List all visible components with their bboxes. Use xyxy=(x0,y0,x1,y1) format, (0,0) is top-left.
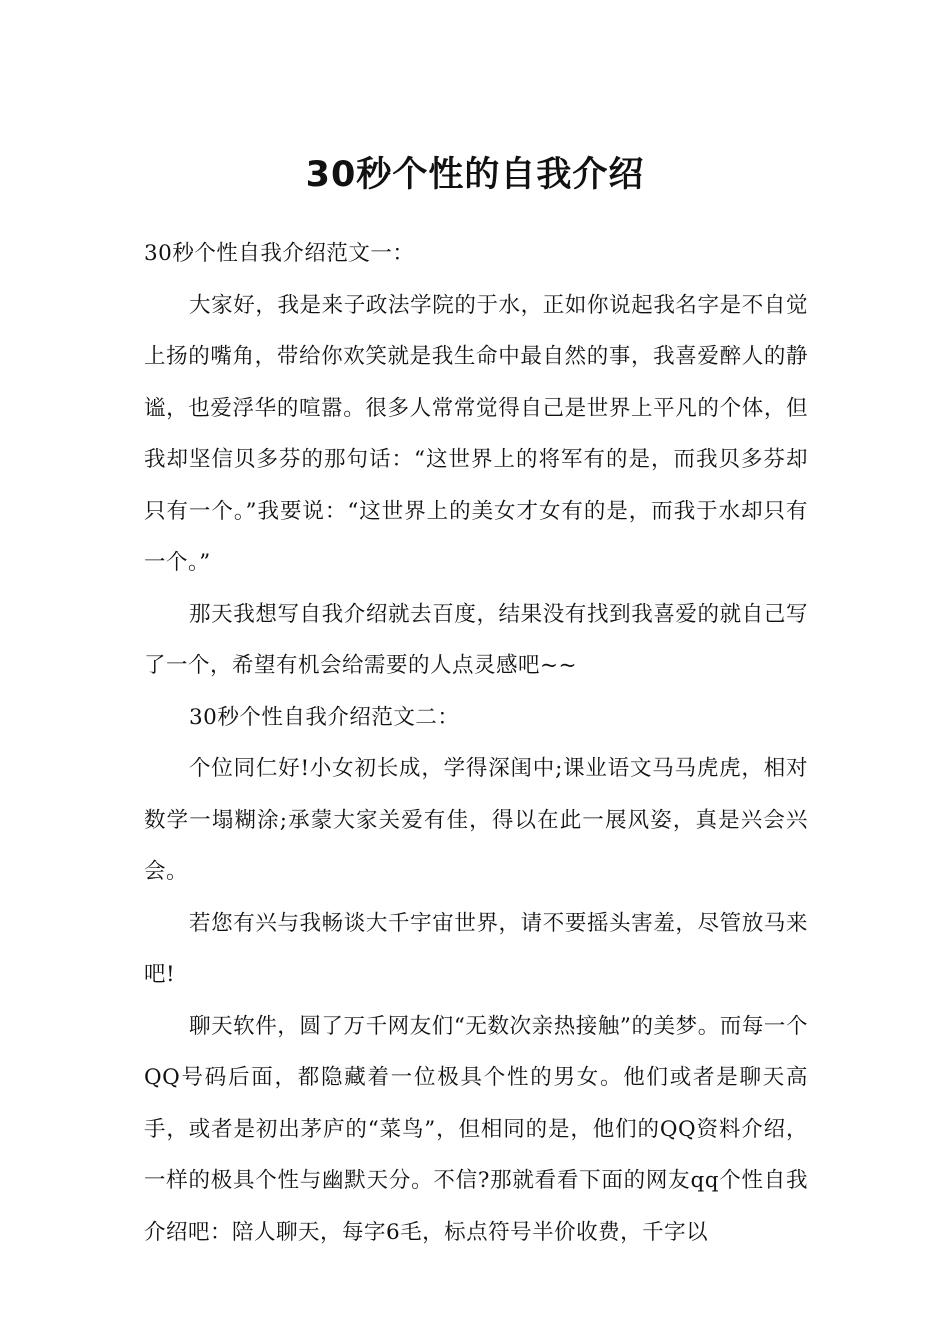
paragraph-5: 个位同仁好!小女初长成，学得深闺中;课业语文马马虎虎，相对数学一塌糊涂;承蒙大家关爱有佳，得以在此一展风姿，真是兴会兴会。 xyxy=(144,756,808,884)
paragraph-1: 30秒个性自我介绍范文一： xyxy=(144,241,415,266)
paragraph-2: 大家好，我是来子政法学院的于水，正如你说起我名字是不自觉上扬的嘴角，带给你欢笑就是我生命中最自然的事，我喜爱醉人的静谧，也爱浮华的喧嚣。很多人常常觉得自己是世界上平凡的个体，但我却坚信贝多芬的那句话：“这世界上的将军有的是，而我贝多芬却只有一个。”我要说：“这世界上的美女才女有的是，而我于水却只有一个。” xyxy=(144,292,808,575)
paragraph-4: 30秒个性自我介绍范文二： xyxy=(189,704,460,730)
page-title: 30秒个性的自我介绍 xyxy=(305,155,645,196)
paragraph-3: 那天我想写自我介绍就去百度，结果没有找到我喜爱的就自己写了一个，希望有机会给需要的人点灵感吧~~ xyxy=(144,601,808,678)
paragraph-6: 若您有兴与我畅谈大千宇宙世界，请不要摇头害羞，尽管放马来吧! xyxy=(144,910,808,987)
paragraph-7: 聊天软件，圆了万千网友们“无数次亲热接触”的美梦。而每一个QQ号码后面，都隐藏着一位极具个性的男女。他们或者是聊天高手，或者是初出茅庐的“菜鸟”，但相同的是，他们的QQ资料介绍，一样的极具个性与幽默天分。不信?那就看看下面的网友qq个性自我介绍吧：陪人聊天，每字6毛，标点符号半价收费，千字以 xyxy=(144,1013,808,1245)
document-body xyxy=(144,228,808,1258)
